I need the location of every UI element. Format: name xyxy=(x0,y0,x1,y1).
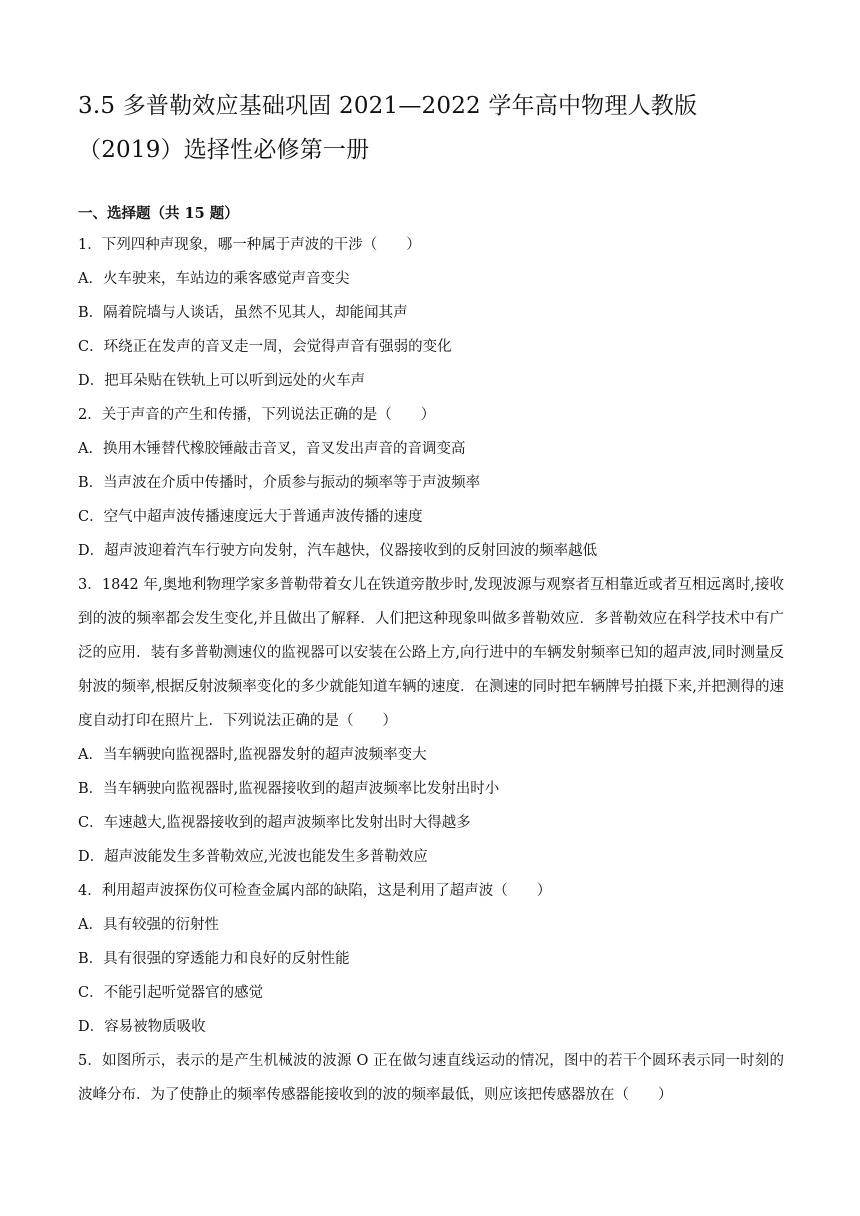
option-a: A．当车辆驶向监视器时,监视器发射的超声波频率变大 xyxy=(78,747,427,763)
question-5 xyxy=(78,1044,784,1112)
question-1 xyxy=(78,228,784,398)
option-c: C．不能引起听觉器官的感觉 xyxy=(78,985,264,1001)
option-a: A．具有较强的衍射性 xyxy=(78,917,219,933)
option-c: C．车速越大,监视器接收到的超声波频率比发射出时大得越多 xyxy=(78,815,471,831)
option-b: B．隔着院墙与人谈话，虽然不见其人，却能闻其声 xyxy=(78,305,408,321)
option-d: D．超声波能发生多普勒效应,光波也能发生多普勒效应 xyxy=(78,849,428,865)
question-4 xyxy=(78,874,784,1044)
section-heading: 一、选择题（共 15 题） xyxy=(78,205,239,222)
question-stem: 1．下列四种声现象，哪一种属于声波的干涉（ ） xyxy=(78,237,421,253)
option-d: D．容易被物质吸收 xyxy=(78,1019,206,1035)
option-d: D．把耳朵贴在铁轨上可以听到远处的火车声 xyxy=(78,373,366,389)
question-stem: 2．关于声音的产生和传播，下列说法正确的是（ ） xyxy=(78,407,436,423)
option-b: B．当车辆驶向监视器时,监视器接收到的超声波频率比发射出时小 xyxy=(78,781,500,797)
document-title: 3.5 多普勒效应基础巩固 2021—2022 学年高中物理人教版（2019）选择性必修第一册 xyxy=(78,93,698,163)
option-a: A．火车驶来，车站边的乘客感觉声音变尖 xyxy=(78,271,350,287)
option-a: A．换用木锤替代橡胶锤敲击音叉，音叉发出声音的音调变高 xyxy=(78,441,466,457)
question-stem: 5．如图所示，表示的是产生机械波的波源 O 正在做匀速直线运动的情况，图中的若干个圆环表示同一时刻的波峰分布．为了使静止的频率传感器能接收到的波的频率最低，则应该把传感器放在（ ） xyxy=(78,1053,784,1103)
option-b: B．当声波在介质中传播时，介质参与振动的频率等于声波频率 xyxy=(78,475,481,491)
option-c: C．空气中超声波传播速度远大于普通声波传播的速度 xyxy=(78,509,423,525)
option-c: C．环绕正在发声的音叉走一周，会觉得声音有强弱的变化 xyxy=(78,339,452,355)
option-d: D．超声波迎着汽车行驶方向发射，汽车越快，仪器接收到的反射回波的频率越低 xyxy=(78,543,598,559)
question-list xyxy=(78,228,784,1112)
question-stem: 3．1842 年,奥地利物理学家多普勒带着女儿在铁道旁散步时,发现波源与观察者互相靠近或者互相远离时,接收到的波的频率都会发生变化,并且做出了解释．人们把这种现象叫做多普勒效应．多普勒效应在科学技术中有广泛的应用．装有多普勒测速仪的监视器可以安装在公路上方,向行进中的车辆发射频率已知的超声波,同时测量反射波的频率,根据反射波频率变化的多少就能知道车辆的速度．在测速的同时把车辆牌号拍摄下来,并把测得的速度自动打印在照片上．下列说法正确的是（ ） xyxy=(78,577,784,729)
question-stem: 4．利用超声波探伤仪可检查金属内部的缺陷，这是利用了超声波（ ） xyxy=(78,883,552,899)
question-3 xyxy=(78,568,784,874)
option-b: B．具有很强的穿透能力和良好的反射性能 xyxy=(78,951,350,967)
question-2 xyxy=(78,398,784,568)
